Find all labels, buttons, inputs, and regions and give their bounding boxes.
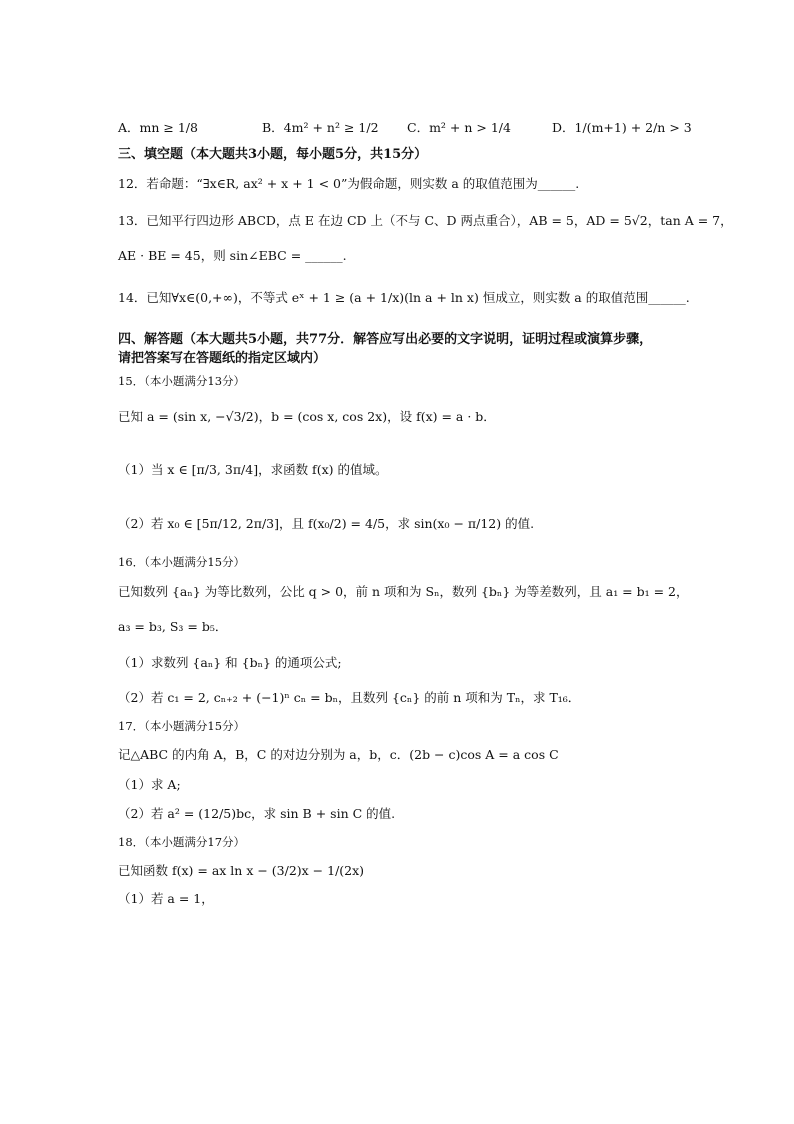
question-18-score: 18．（本小题满分17分） [118,835,246,849]
option-b: B．4m² + n² ≥ 1/2 [262,120,379,135]
section4-heading-line1: 四、解答题（本大题共5小题，共77分．解答应写出必要的文字说明，证明过程或演算步骤， [118,332,653,347]
section3-heading: 三、填空题（本大题共3小题，每小题5分，共15分） [118,147,428,162]
question-15-part1: （1）当 x ∈ [π/3, 3π/4]，求函数 f(x) 的值域。 [118,462,388,477]
question-15-part2: （2）若 x₀ ∈ [5π/12, 2π/3]，且 f(x₀/2) = 4/5，求 sin(x₀ − π/12) 的值. [118,516,535,531]
question-18-stem: 已知函数 f(x) = ax ln x − (3/2)x − 1/(2x) [118,863,365,878]
option-a: A．mn ≥ 1/8 [118,120,198,135]
question-15-stem: 已知 a = (sin x, −√3/2)，b = (cos x, cos 2x)，设 f(x) = a · b． [118,409,496,424]
question-15-score: 15．（本小题满分13分） [118,374,246,388]
question-18-part1: （1）若 a = 1， [118,891,214,906]
question-13-line1: 13．已知平行四边形 ABCD，点 E 在边 CD 上（不与 C、D 两点重合），AB = 5，AD = 5√2，tan A = 7， [118,213,733,228]
section4-heading-line2: 请把答案写在答题纸的指定区域内） [118,351,327,366]
question-17-score: 17．（本小题满分15分） [118,719,246,733]
option-c: C．m² + n > 1/4 [407,120,511,135]
question-16-score: 16．（本小题满分15分） [118,555,246,569]
question-17-part1: （1）求 A; [118,777,181,792]
question-16-stem-line1: 已知数列 {aₙ} 为等比数列，公比 q > 0，前 n 项和为 Sₙ，数列 {bₙ} 为等差数列，且 a₁ = b₁ = 2， [118,584,689,599]
option-d: D．1/(m+1) + 2/n > 3 [552,120,692,135]
question-16-part1: （1）求数列 {aₙ} 和 {bₙ} 的通项公式; [118,655,342,670]
question-16-stem-line2: a₃ = b₃, S₃ = b₅． [118,619,228,634]
question-17-part2: （2）若 a² = (12/5)bc，求 sin B + sin C 的值. [118,806,396,821]
question-14: 14．已知∀x∈(0,+∞)，不等式 eˣ + 1 ≥ (a + 1/x)(ln a + ln x) 恒成立，则实数 a 的取值范围______. [118,290,690,305]
question-13-line2: AE · BE = 45，则 sin∠EBC = ______. [118,248,347,263]
question-12: 12．若命题：“∃x∈R, ax² + x + 1 < 0”为假命题，则实数 a 的取值范围为______. [118,176,580,191]
question-17-stem: 记△ABC 的内角 A，B，C 的对边分别为 a，b，c．(2b − c)cos A = a cos C [118,747,559,762]
question-16-part2: （2）若 c₁ = 2, cₙ₊₂ + (−1)ⁿ cₙ = bₙ，且数列 {cₙ} 的前 n 项和为 Tₙ，求 T₁₆． [118,690,581,705]
